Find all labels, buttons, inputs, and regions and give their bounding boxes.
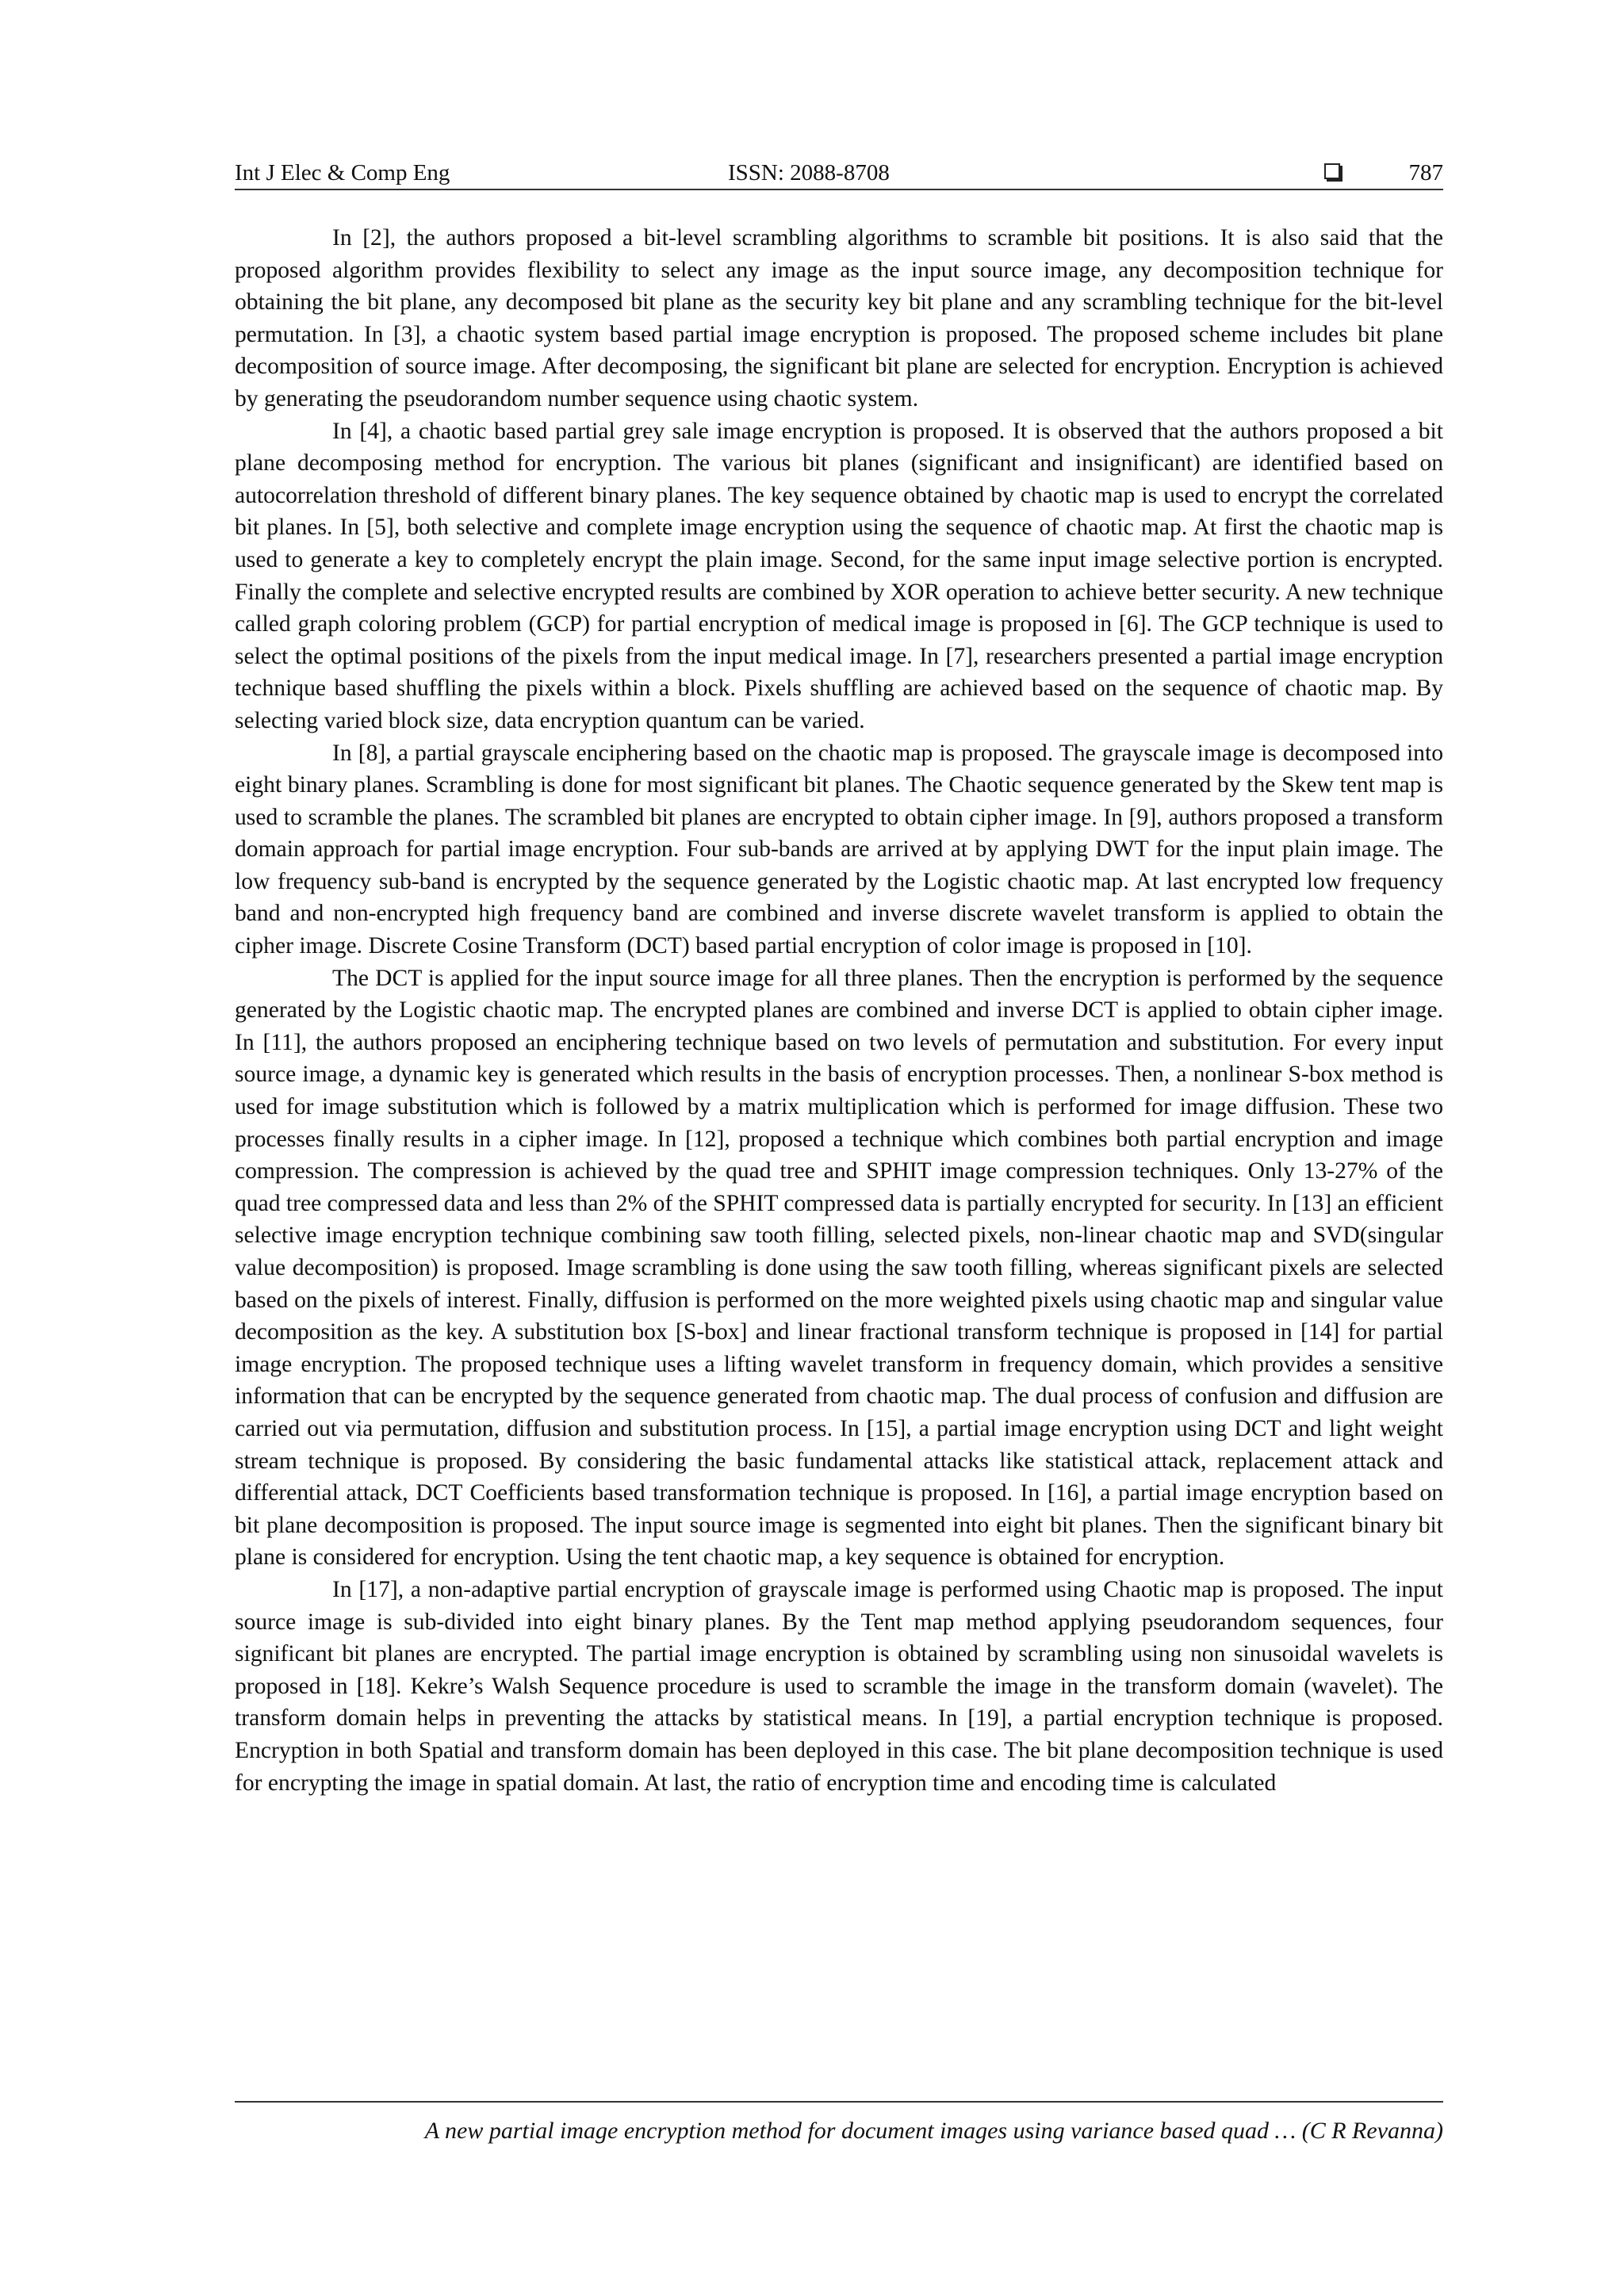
page-header [235,157,1443,190]
page-footer [235,2101,1443,2147]
running-title: A new partial image encryption method for document images using variance based quad … (C R Revanna) [424,2118,1443,2144]
square-box-icon [1324,163,1340,179]
paragraph: In [4], a chaotic based partial grey sale image encryption is proposed. It is observed that the authors proposed a bit plane decomposing method for encryption. The various bit planes (significant and insignificant) are identified based on autocorrelation threshold of different binary planes. The key sequence obtained by chaotic map is used to encrypt the correlated bit planes. In [5], both selective and complete image encryption using the sequence of chaotic map. At first the chaotic map is used to generate a key to completely encrypt the plain image. Second, for the same input image selective portion is encrypted. Finally the complete and selective encrypted results are combined by XOR operation to achieve better security. A new technique called graph coloring problem (GCP) for partial encryption of medical image is proposed in [6]. The GCP technique is used to select the optimal positions of the pixels from the input medical image. In [7], researchers presented a partial image encryption technique based shuffling the pixels within a block. Pixels shuffling are achieved based on the sequence of chaotic map. By selecting varied block size, data encryption quantum can be varied. [235,418,1443,733]
journal-name: Int J Elec & Comp Eng [235,160,450,186]
paragraph: In [2], the authors proposed a bit-level scrambling algorithms to scramble bit positions. It is also said that the proposed algorithm provides flexibility to select any image as the input source image, any decomposition technique for obtaining the bit plane, any decomposed bit plane as the security key bit plane and any scrambling technique for the bit-level permutation. In [3], a chaotic system based partial image encryption is proposed. The proposed scheme includes bit plane decomposition of source image. After decomposing, the significant bit plane are selected for encryption. Encryption is achieved by generating the pseudorandom number sequence using chaotic system. [235,225,1443,411]
paragraph: The DCT is applied for the input source image for all three planes. Then the encryption is performed by the sequence generated by the Logistic chaotic map. The encrypted planes are combined and inverse DCT is applied to obtain cipher image. In [11], the authors proposed an enciphering technique based on two levels of permutation and substitution. For every input source image, a dynamic key is generated which results in the basis of encryption processes. Then, a nonlinear S-box method is used for image substitution which is followed by a matrix multiplication which is performed for image diffusion. These two processes finally results in a cipher image. In [12], proposed a technique which combines both partial encryption and image compression. The compression is achieved by the quad tree and SPHIT image compression techniques. Only 13-27% of the quad tree compressed data and less than 2% of the SPHIT compressed data is partially encrypted for security. In [13] an efficient selective image encryption technique combining saw tooth filling, selected pixels, non-linear chaotic map and SVD(singular value decomposition) is proposed. Image scrambling is done using the saw tooth filling, whereas significant pixels are selected based on the pixels of interest. Finally, diffusion is performed on the more weighted pixels using chaotic map and singular value decomposition as the key. A substitution box [S-box] and linear fractional transform technique is proposed in [14] for partial image encryption. The proposed technique uses a lifting wavelet transform in frequency domain, which provides a sensitive information that can be encrypted by the sequence generated from chaotic map. The dual process of confusion and diffusion are carried out via permutation, diffusion and substitution process. In [15], a partial image encryption using DCT and light weight stream technique is proposed. By considering the basic fundamental attacks like statistical attack, replacement attack and differential attack, DCT Coefficients based transformation technique is proposed. In [16], a partial image encryption based on bit plane decomposition is proposed. The input source image is segmented into eight bit planes. Then the significant binary bit plane is considered for encryption. Using the tent chaotic map, a key sequence is obtained for encryption. [235,965,1443,1571]
paragraph: In [8], a partial grayscale enciphering based on the chaotic map is proposed. The grayscale image is decomposed into eight binary planes. Scrambling is done for most significant bit planes. The Chaotic sequence generated by the Skew tent map is used to scramble the planes. The scrambled bit planes are encrypted to obtain cipher image. In [9], authors proposed a transform domain approach for partial image encryption. Four sub-bands are arrived at by applying DWT for the input plain image. The low frequency sub-band is encrypted by the sequence generated by the Logistic chaotic map. At last encrypted low frequency band and non-encrypted high frequency band are combined and inverse discrete wavelet transform is applied to obtain the cipher image. Discrete Cosine Transform (DCT) based partial encryption of color image is proposed in [10]. [235,740,1443,959]
paragraph: In [17], a non-adaptive partial encryption of grayscale image is performed using Chaotic map is proposed. The input source image is sub-divided into eight binary planes. By the Tent map method applying pseudorandom sequences, four significant bit planes are encrypted. The partial image encryption is obtained by scrambling using non sinusoidal wavelets is proposed in [18]. Kekre’s Walsh Sequence procedure is used to scramble the image in the transform domain (wavelet). The transform domain helps in preventing the attacks by statistical means. In [19], a partial encryption technique is proposed. Encryption in both Spatial and transform domain has been deployed in this case. The bit plane decomposition technique is used for encrypting the image in spatial domain. At last, the ratio of encryption time and encoding time is calculated [235,1576,1443,1796]
page-number: 787 [1408,160,1443,186]
issn-label: ISSN: 2088-8708 [728,160,890,186]
body-text [235,222,1443,1799]
